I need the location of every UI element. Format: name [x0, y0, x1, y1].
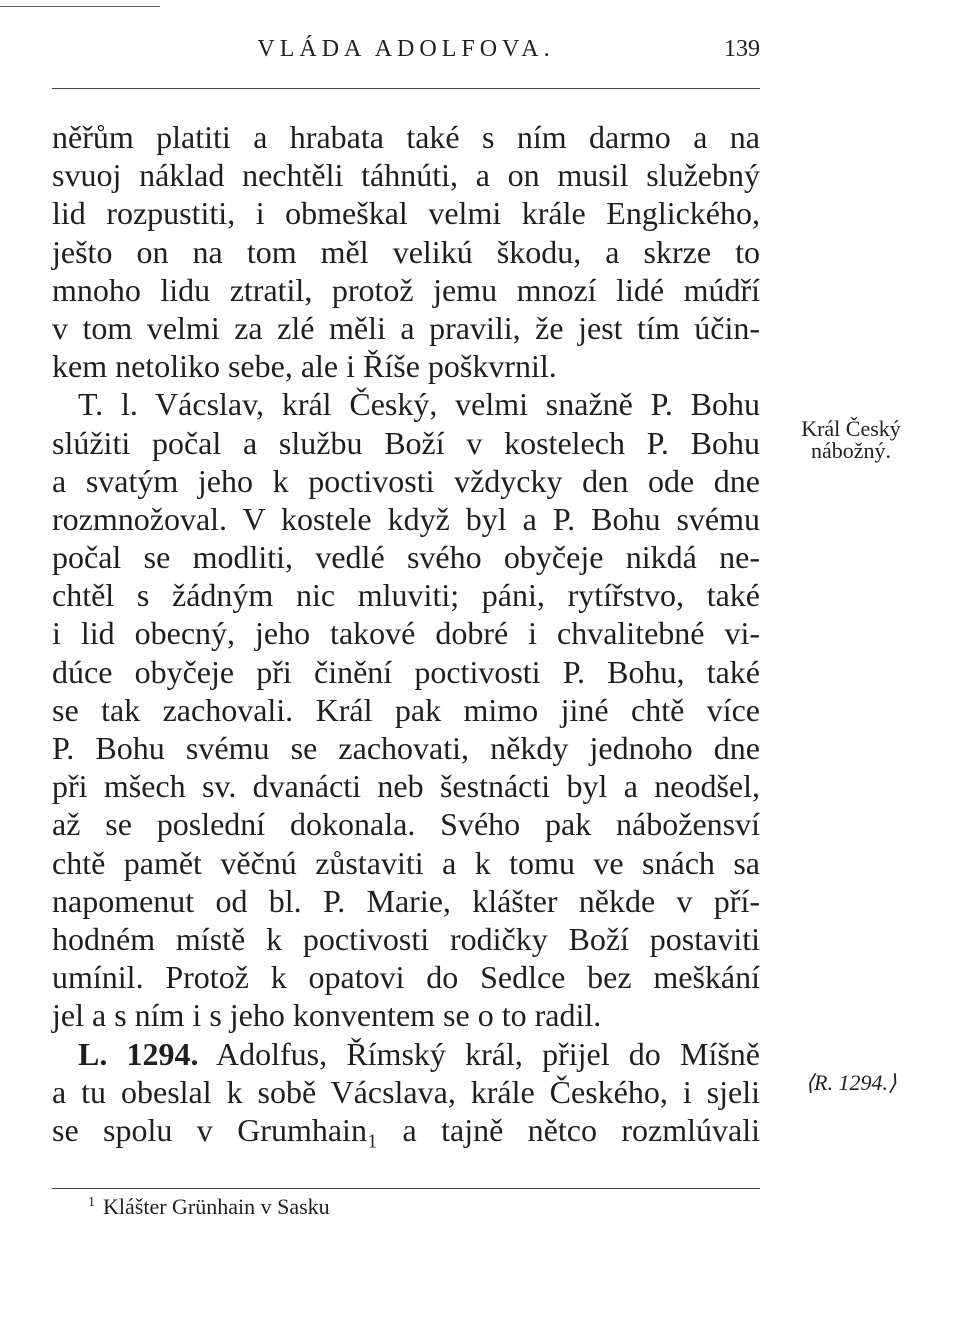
text-line-content: při mšech sv. dvanácti neb šestnácti byl a neodšel,	[52, 768, 760, 805]
margin-note-year: ⟨R. 1294.⟩	[805, 1070, 897, 1095]
text-line	[52, 1073, 760, 1111]
text-line-content: a svatým jeho k poctivosti vždycky den ode dne	[52, 462, 760, 499]
text-line	[52, 271, 760, 309]
text-line	[52, 538, 760, 576]
text-line-content: něřům platiti a hrabata také s ním darmo a na	[52, 119, 760, 155]
text-line	[52, 920, 760, 958]
text-line-content: v tom velmi za zlé měli a pravili, že jest tím účin-	[52, 309, 760, 346]
text-line-content: slúžiti počal a službu Boží v kostelech P. Bohu	[52, 424, 760, 461]
text-line-content: počal se modliti, vedlé svého obyčeje nikdá ne-	[52, 539, 760, 576]
text-line	[52, 996, 760, 1034]
text-line-content: i lid obecný, jeho takové dobré i chvalitebné vi-	[52, 615, 760, 652]
text-line	[52, 958, 760, 996]
text-line	[52, 347, 760, 385]
text-line	[52, 194, 760, 232]
text-line	[52, 309, 760, 347]
margin-note-king	[776, 418, 926, 462]
running-head: VLÁDA ADOLFOVA.	[257, 36, 555, 62]
text-line	[52, 462, 760, 500]
text-line-content: až se poslední dokonala. Svého pak nábožensví	[52, 806, 760, 843]
text-line-content: chtě pamět věčnú zůstaviti a k tomu ve snách sa	[52, 844, 760, 881]
text-line	[52, 1111, 760, 1149]
margin-note-line: Král Český	[801, 416, 901, 441]
text-line	[52, 385, 760, 423]
text-line-content: mnoho lidu ztratil, protož jemu mnozí lidé múdří	[52, 271, 760, 308]
footnote-mark: 1	[88, 1194, 95, 1210]
text-line	[52, 844, 760, 882]
text-line	[52, 729, 760, 767]
header-rule	[52, 88, 760, 89]
text-line-content: svuoj náklad nechtěli táhnúti, a on musil služebný	[52, 157, 760, 194]
text-line-content: hodném místě k poctivosti rodičky Boží postaviti	[52, 920, 760, 957]
text-line	[52, 1035, 760, 1073]
text-line-content: napomenut od bl. P. Marie, klášter někde v pří-	[52, 882, 760, 919]
year-marker: L. 1294.	[78, 1035, 199, 1072]
text-line	[52, 614, 760, 652]
body-text	[52, 118, 760, 1149]
text-line-content: lid rozpustiti, i obmeškal velmi krále Englického,	[52, 195, 760, 232]
scan-edge-rule	[0, 6, 160, 7]
text-line-content: umínil. Protož k opatovi do Sedlce bez meškání	[52, 959, 760, 996]
footnote-rule	[52, 1188, 760, 1189]
text-line	[52, 576, 760, 614]
text-line-content: Adolfus, Římský král, přijel do Míšně	[198, 1035, 761, 1072]
text-line-content: P. Bohu svému se zachovati, někdy jednoho dne	[52, 730, 760, 766]
text-line-content: T. l. Vácslav, král Český, velmi snažně P. Bohu	[78, 386, 760, 423]
page-number: 139	[724, 36, 760, 62]
margin-note-line: nábožný.	[810, 438, 892, 463]
text-line	[52, 767, 760, 805]
text-line	[52, 500, 760, 538]
text-line-content: se tak zachovali. Král pak mimo jiné chtě více	[52, 691, 760, 728]
text-line-content: rozmnožoval. V kostele když byl a P. Bohu svému	[52, 500, 760, 537]
footnote-text: Klášter Grünhain v Sasku	[103, 1194, 330, 1219]
text-line	[52, 156, 760, 194]
text-line	[52, 118, 760, 156]
text-line-content: jel a s ním i s jeho konventem se o to radil.	[52, 997, 602, 1034]
text-line-content: ješto on na tom měl velikú škodu, a skrze to	[52, 233, 760, 270]
text-line	[52, 882, 760, 920]
page-header	[52, 36, 760, 76]
text-line-content: a tu obeslal k sobě Vácslava, krále Českého, i sjeli	[52, 1073, 760, 1110]
text-line	[52, 424, 760, 462]
text-line	[52, 653, 760, 691]
text-line-content: chtěl s žádným nic mluviti; páni, rytířstvo, také	[52, 577, 760, 614]
text-line	[52, 233, 760, 271]
text-line-content: kem netoliko sebe, ale i Říše poškvrnil.	[52, 348, 557, 385]
text-line-content: se spolu v Grumhain₁ a tajně nětco rozmlúvali	[52, 1111, 760, 1148]
text-line	[52, 805, 760, 843]
footnote	[88, 1194, 760, 1220]
text-line-content: dúce obyčeje při činění poctivosti P. Bohu, také	[52, 653, 760, 690]
text-line	[52, 691, 760, 729]
